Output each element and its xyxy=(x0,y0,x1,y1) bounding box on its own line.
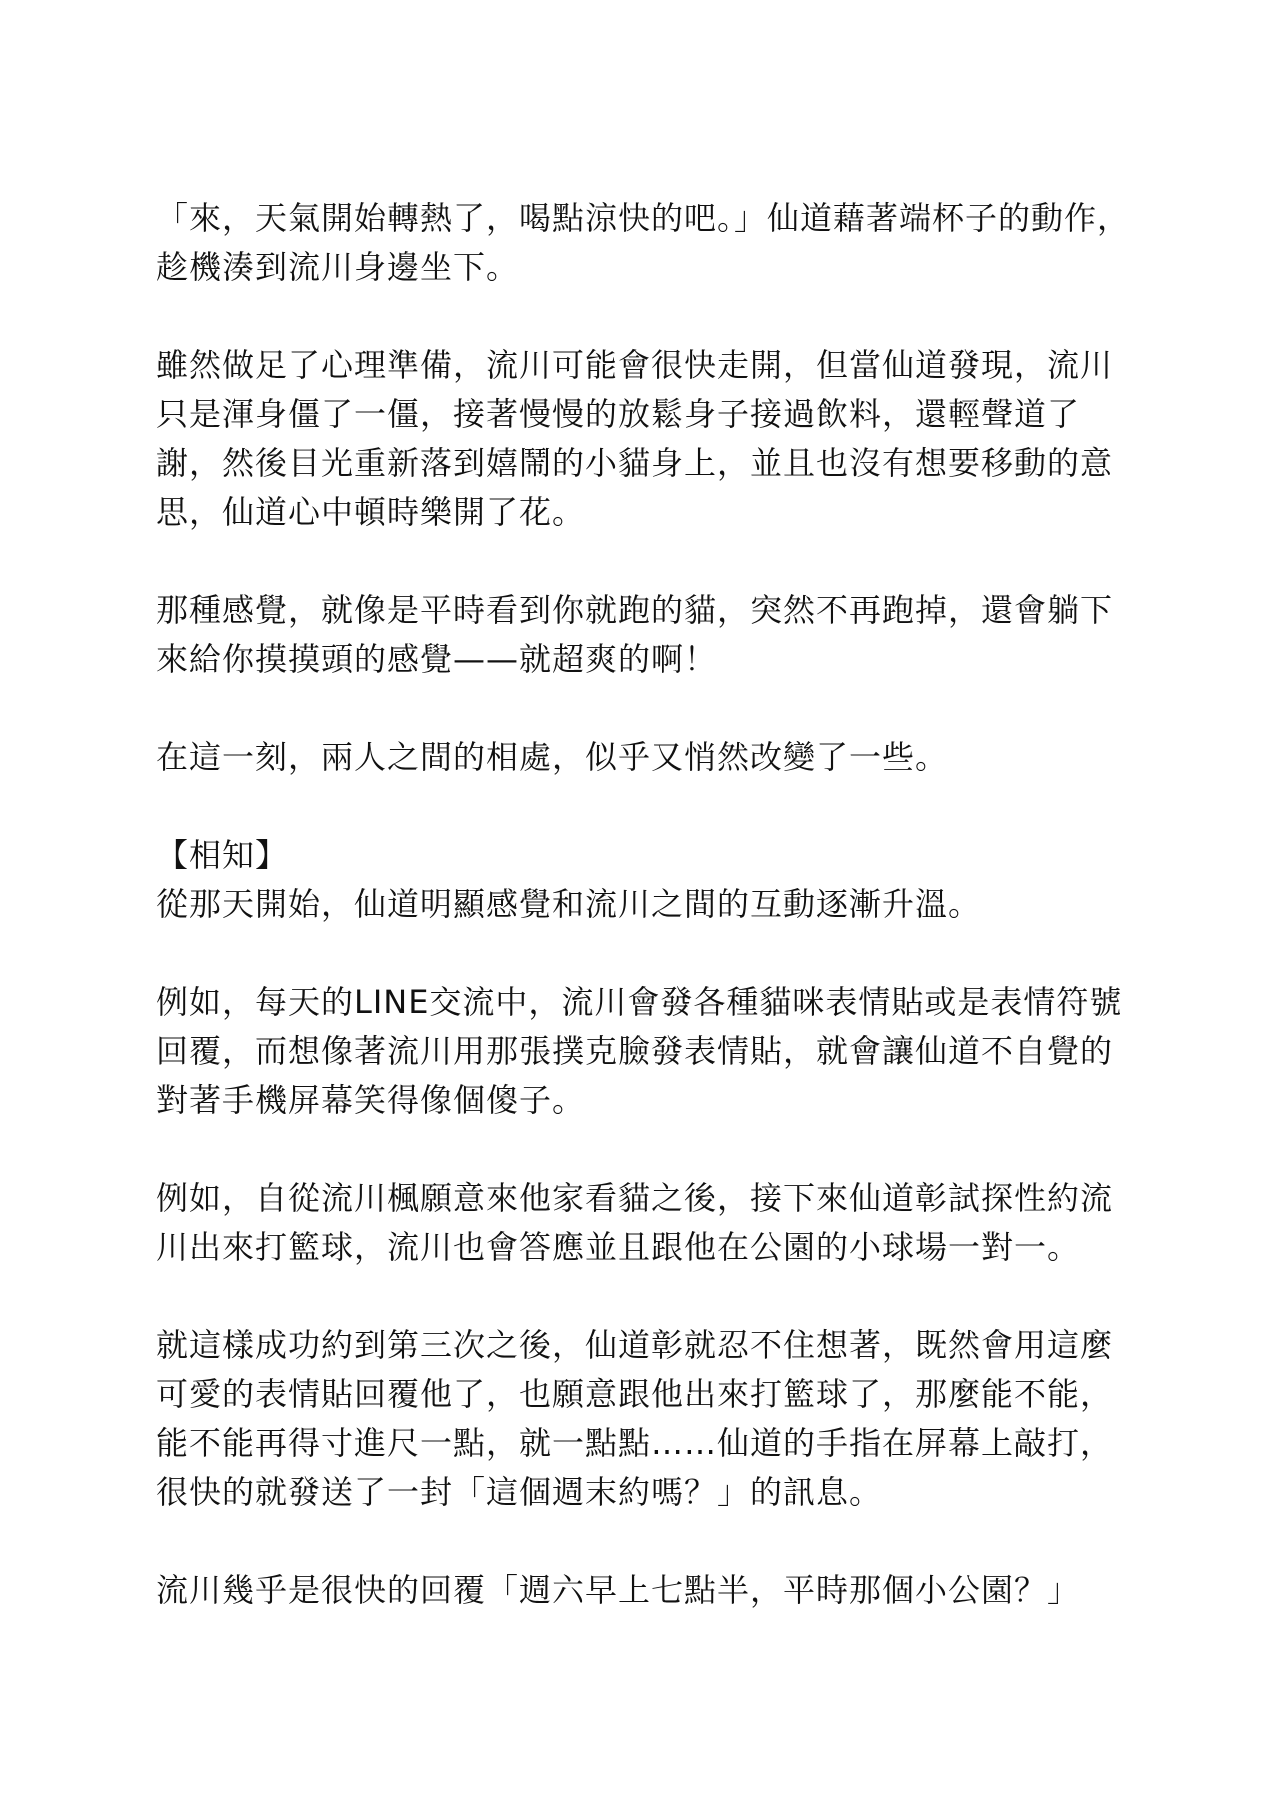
paragraph-reply: 流川幾乎是很快的回覆「週六早上七點半，平時那個小公園？」 xyxy=(156,1571,1081,1609)
paragraph-gap xyxy=(156,1125,1136,1174)
paragraph-cat-feeling: 那種感覺，就像是平時看到你就跑的貓，突然不再跑掉，還會躺下來給你摸摸頭的感覺——就超爽的啊！ xyxy=(156,591,1114,678)
paragraph-gap xyxy=(156,1517,1136,1566)
paragraph-third-date: 就這樣成功約到第三次之後，仙道彰就忍不住想著，既然會用這麼可愛的表情貼回覆他了，也願意跟他出來打籃球了，那麼能不能，能不能再得寸進尺一點，就一點點……仙道的手指在屏幕上敲打，很快的就發送了一封「這個週末約嗎？」的訊息。 xyxy=(156,1326,1114,1511)
section-heading: 【相知】 xyxy=(156,836,289,874)
paragraph-basketball: 例如，自從流川楓願意來他家看貓之後，接下來仙道彰試探性約流川出來打籃球，流川也會答應並且跟他在公園的小球場一對一。 xyxy=(156,1179,1114,1266)
paragraph-from-that-day: 從那天開始，仙道明顯感覺和流川之間的互動逐漸升溫。 xyxy=(156,885,982,923)
paragraph-line-stickers: 例如，每天的LINE交流中，流川會發各種貓咪表情貼或是表情符號回覆，而想像著流川用那張撲克臉發表情貼，就會讓仙道不自覺的對著手機屏幕笑得像個傻子。 xyxy=(156,983,1123,1119)
paragraph-gap xyxy=(156,684,1136,733)
paragraph-this-moment: 在這一刻，兩人之間的相處，似乎又悄然改變了一些。 xyxy=(156,738,949,776)
paragraph-gap xyxy=(156,1272,1136,1321)
paragraph-gap xyxy=(156,782,1136,831)
paragraph-gap xyxy=(156,292,1136,341)
paragraph-gap xyxy=(156,537,1136,586)
paragraph-gap xyxy=(156,929,1136,978)
paragraph-mental-preparation: 雖然做足了心理準備，流川可能會很快走開，但當仙道發現，流川只是渾身僵了一僵，接著慢慢的放鬆身子接過飲料，還輕聲道了謝，然後目光重新落到嬉鬧的小貓身上，並且也沒有想要移動的意思，仙道心中頓時樂開了花。 xyxy=(156,346,1114,531)
paragraph-drink-offer: 「來，天氣開始轉熱了，喝點涼快的吧。」仙道藉著端杯子的動作，趁機湊到流川身邊坐下。 xyxy=(156,199,1131,286)
document-body xyxy=(156,194,1136,1615)
